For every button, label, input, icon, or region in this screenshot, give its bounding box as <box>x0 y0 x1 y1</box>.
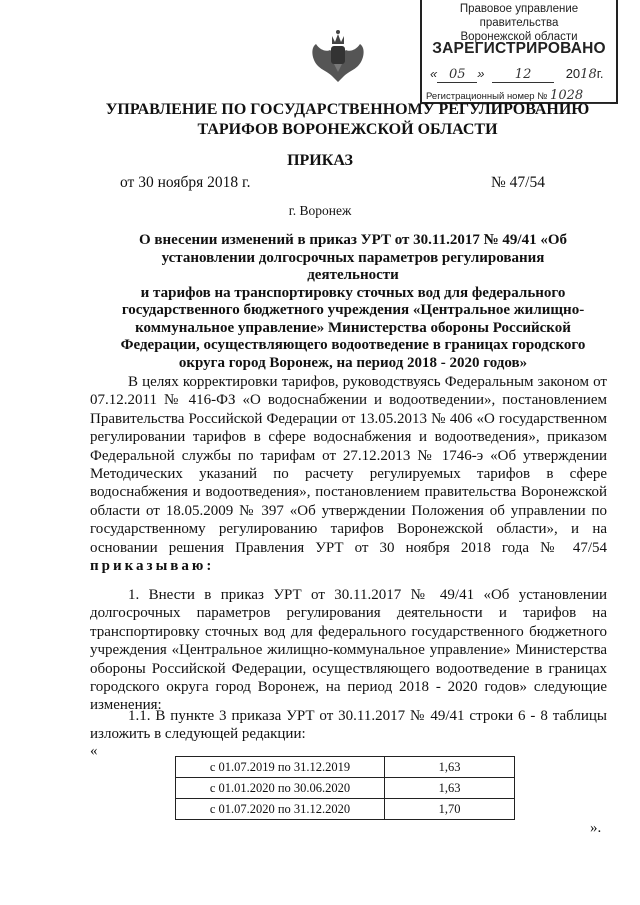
stamp-date: « 05 » 12 2018г. <box>430 66 604 82</box>
document-date: от 30 ноября 2018 г. <box>120 174 251 191</box>
stamp-reg-number: 1028 <box>550 88 610 104</box>
title-line: и тарифов на транспортировку сточных вод для федерального <box>140 284 566 301</box>
item-1-text: 1. Внести в приказ УРТ от 30.11.2017 № 49/41 «Об установлении долгосрочных параметров регулирования деятельности и тарифов на транспортировку сточных вод для федерального государственного бюджетного учреждения «Центральное жилищно-коммунальное управление» Министерства обороны Российской Федерации, осуществляющего водоотведение в границах городского округа город Воронеж, на период 2018 - 2020 годов» следующие изменения: <box>90 587 607 714</box>
organization-name-line2: ТАРИФОВ ВОРОНЕЖСКОЙ ОБЛАСТИ <box>197 121 498 138</box>
table-row <box>176 799 515 820</box>
table-cell-period: с 01.01.2020 по 30.06.2020 <box>176 778 385 799</box>
document-title <box>114 232 592 372</box>
table-cell-period: с 01.07.2020 по 31.12.2020 <box>176 799 385 820</box>
item-1-1-text: 1.1. В пункте 3 приказа УРТ от 30.11.2017 № 49/41 строки 6 - 8 таблицы изложить в следующей редакции: <box>90 708 607 743</box>
stamp-date-year-suffix: г. <box>596 66 604 81</box>
organization-heading <box>100 100 595 140</box>
item-1-1-paragraph <box>90 707 607 744</box>
registration-stamp <box>420 0 618 104</box>
stamp-status: ЗАРЕГИСТРИРОВАНО <box>432 40 606 57</box>
stamp-reg-label: Регистрационный номер № <box>426 91 548 102</box>
table-cell-period: с 01.07.2019 по 31.12.2019 <box>176 757 385 778</box>
stamp-date-year-prefix: 20 <box>565 66 581 81</box>
stamp-date-month: 12 <box>492 67 554 83</box>
table-cell-value: 1,63 <box>385 757 515 778</box>
title-line: государственного бюджетного учреждения «Центральное жилищно- <box>121 302 585 318</box>
stamp-org-line1: Правовое управление правительства <box>459 3 579 29</box>
title-line: округа город Воронеж, на период 2018 - 2020 годов» <box>178 354 528 371</box>
table-row <box>176 757 515 778</box>
order-word: приказываю: <box>90 558 215 575</box>
stamp-org-line2: Воронежской области <box>460 31 578 43</box>
document-type: ПРИКАЗ <box>287 152 353 169</box>
stamp-date-day: 05 <box>437 67 477 83</box>
item-1-paragraph <box>90 586 607 715</box>
quote-close: ». <box>590 820 602 836</box>
title-line: коммунальное управление» Министерства обороны Российской <box>135 319 571 336</box>
table-cell-value: 1,70 <box>385 799 515 820</box>
document-city: г. Воронеж <box>288 203 352 218</box>
title-line: установлении долгосрочных параметров регулирования деятельности <box>161 249 545 283</box>
coat-of-arms-icon <box>308 26 368 86</box>
preamble-text: В целях корректировки тарифов, руководствуясь Федеральным законом от 07.12.2011 № 416-ФЗ «О водоснабжении и водоотведении», постановлением Правительства Российской Федерации от 13.05.2013 № 406 «О государственном регулировании тарифов в сфере водоснабжения и водоотведения», приказом Федеральной службы по тарифам от 27.12.2013 № 1746-э «Об утверждении Методических указаний по расчету регулируемых тарифов в сфере водоснабжения и водоотведения», постановлением правительства Воронежской области от 18.05.2009 № 397 «Об утверждении Положения об управлении по государственному регулированию тарифов Воронежской области», и на основании решения Правления УРТ от 30 ноября 2018 года № 47/54 <box>90 374 607 556</box>
preamble-paragraph <box>90 373 607 575</box>
stamp-date-year: 18 <box>580 67 597 82</box>
quote-open: « <box>90 743 98 759</box>
document-number: № 47/54 <box>491 174 545 191</box>
organization-name-line1: УПРАВЛЕНИЕ ПО ГОСУДАРСТВЕННОМУ РЕГУЛИРОВАНИЮ <box>105 101 590 118</box>
tariff-table <box>175 756 515 820</box>
title-line: О внесении изменений в приказ УРТ от 30.11.2017 № 49/41 «Об <box>138 232 568 248</box>
table-row <box>176 778 515 799</box>
title-line: Федерации, осуществляющего водоотведение в границах городского <box>120 337 586 353</box>
table-cell-value: 1,63 <box>385 778 515 799</box>
